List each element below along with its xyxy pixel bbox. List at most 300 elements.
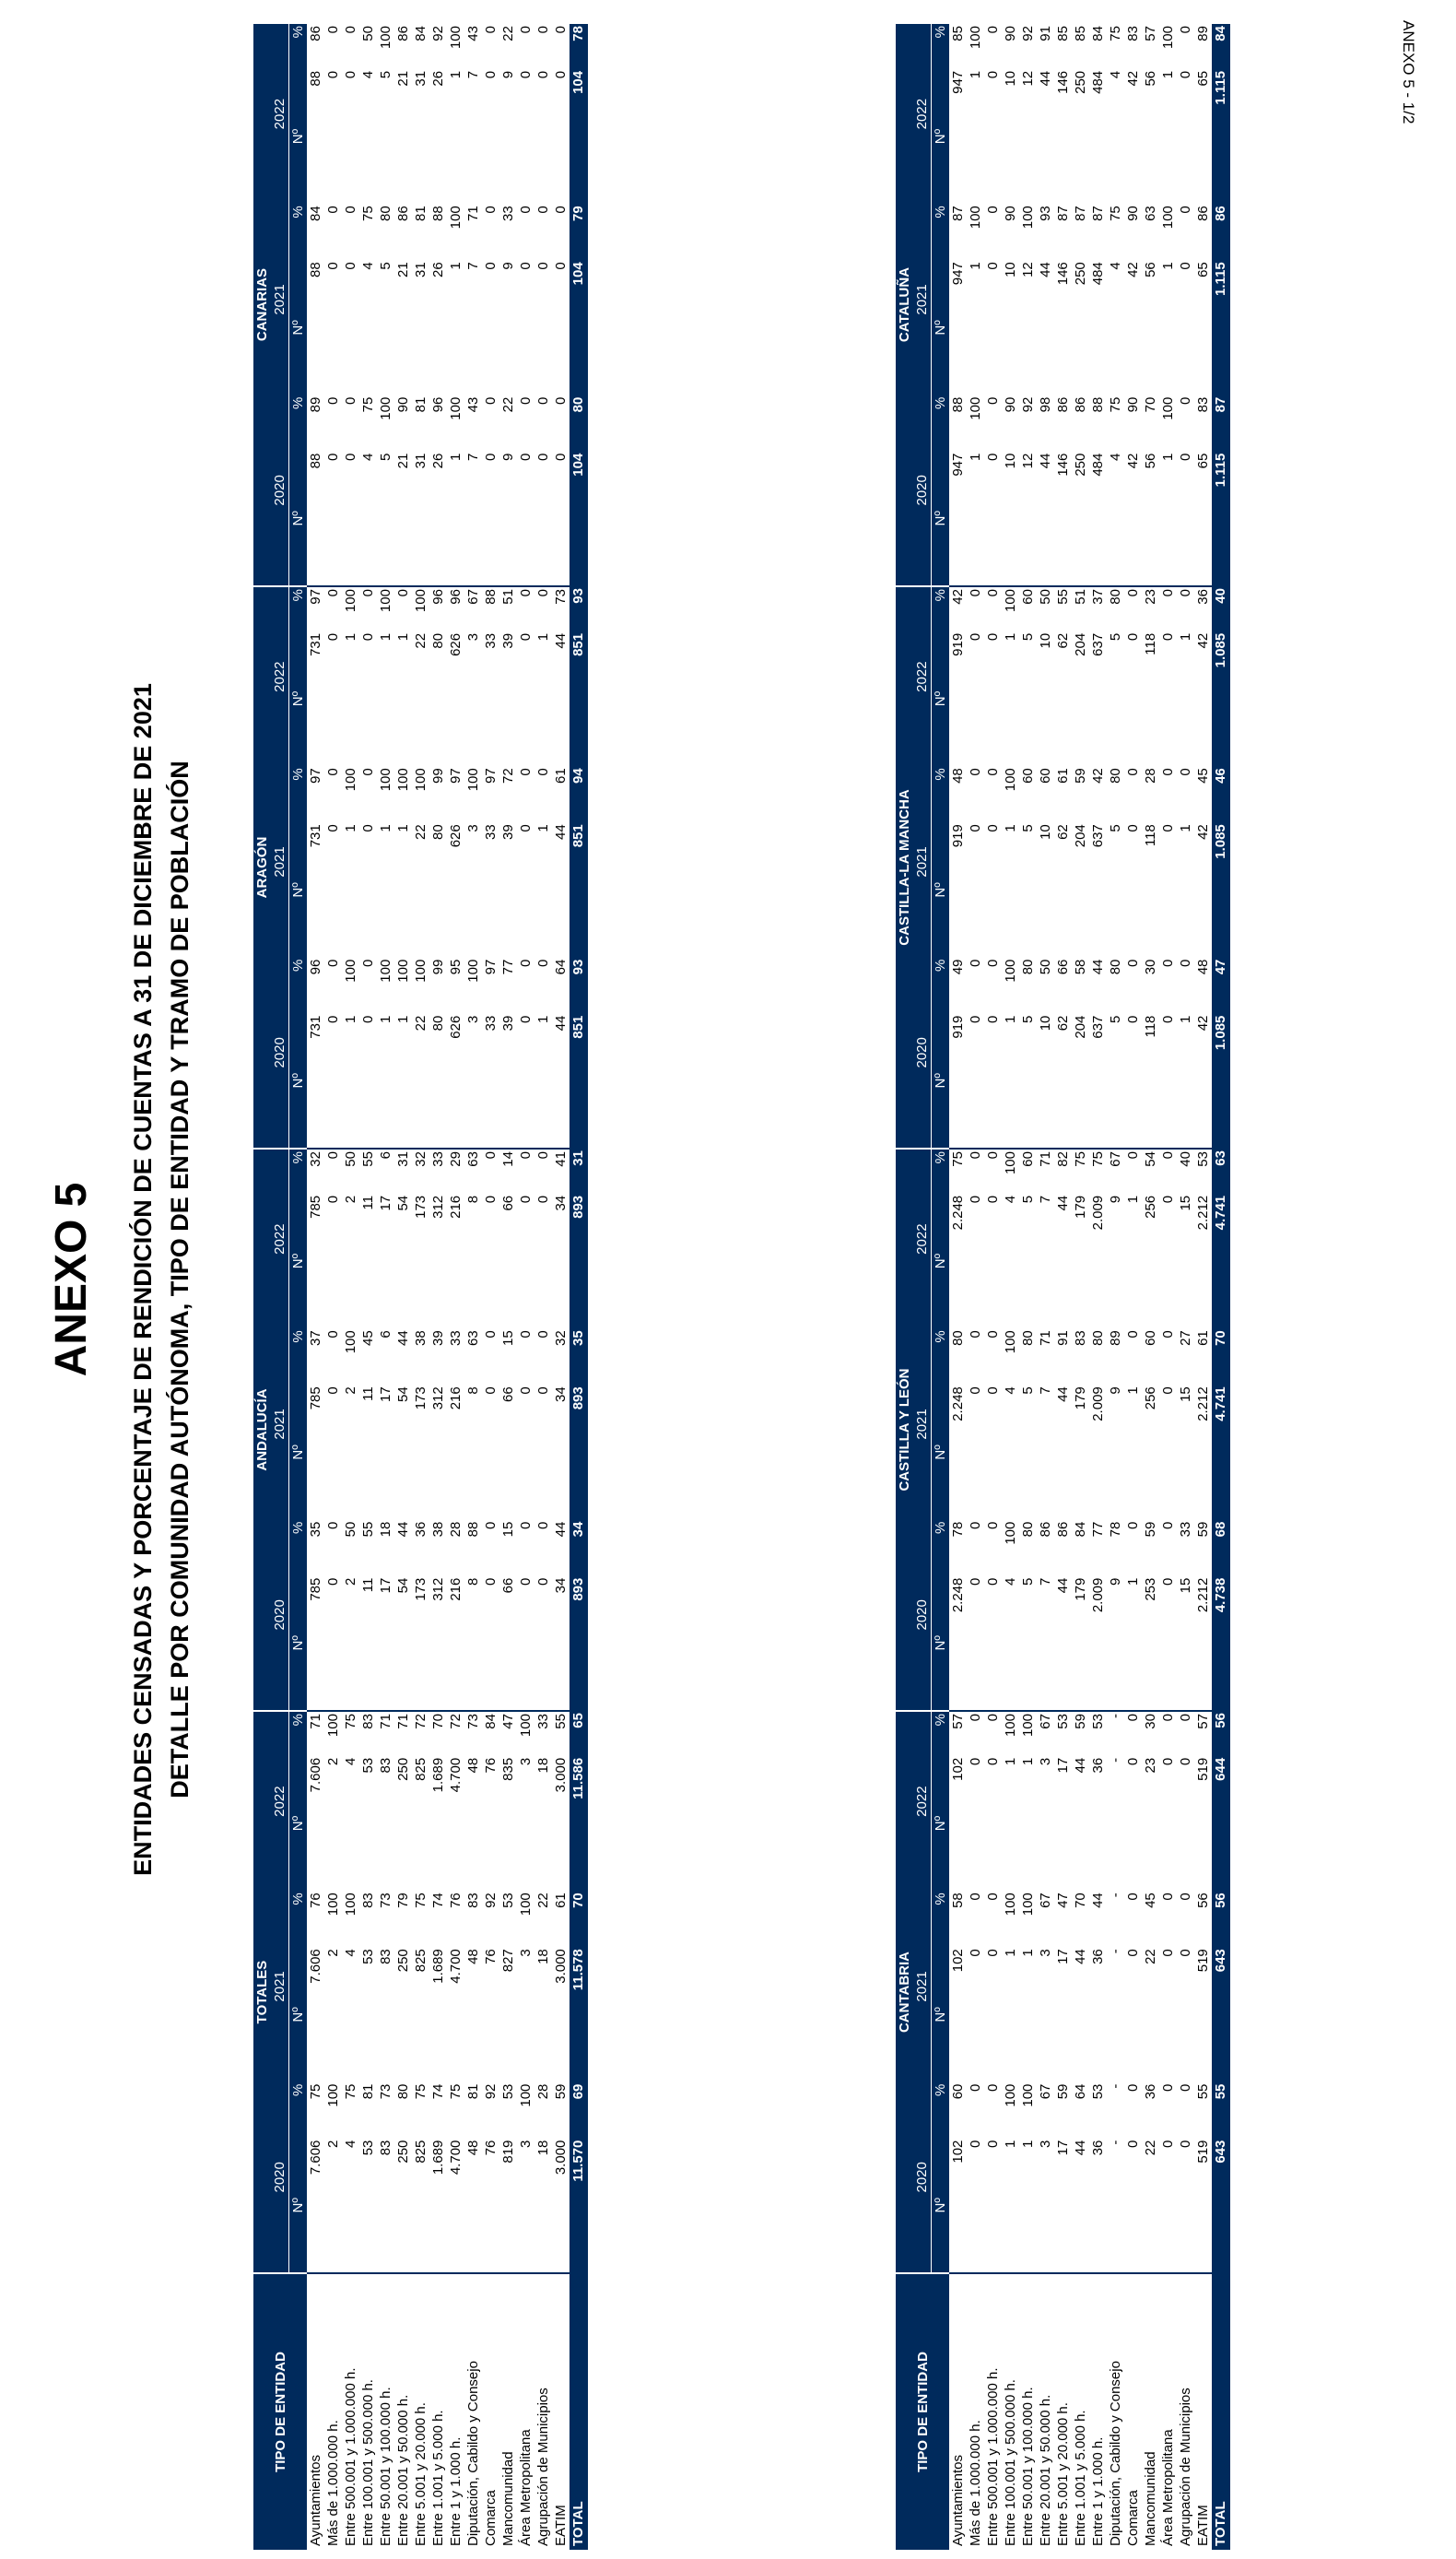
- data-cell: 83: [378, 1949, 393, 1964]
- data-cell: 78: [1108, 1521, 1123, 1538]
- data-cell: 1: [1159, 452, 1177, 586]
- data-cell: 0: [1178, 2083, 1193, 2092]
- data-cell: 82: [1055, 1151, 1071, 1167]
- data-cell: 99: [430, 768, 446, 784]
- data-cell: 0: [360, 589, 376, 597]
- number-column-header: Nº: [932, 1947, 950, 2081]
- total-cell: 893: [569, 1576, 588, 1711]
- data-cell: 80: [395, 2083, 411, 2100]
- percent-column-header: %: [932, 766, 950, 822]
- data-cell: 3: [464, 1014, 482, 1149]
- data-cell: 100: [343, 1330, 358, 1354]
- data-cell: 44: [1037, 452, 1054, 586]
- data-cell: 53: [1090, 2083, 1106, 2100]
- data-cell: 100: [968, 396, 983, 420]
- data-cell: 54: [394, 1576, 412, 1711]
- data-cell: 3: [517, 2139, 534, 2273]
- data-cell: 100: [1003, 1151, 1018, 1175]
- annex-subtitle-detail: DETALLE POR COMUNIDAD AUTÓNOMA, TIPO DE ENTIDAD Y TRAMO DE POBLACIÓN: [166, 761, 194, 1798]
- data-cell: 14: [500, 1151, 516, 1167]
- data-cell: 80: [378, 206, 393, 221]
- data-cell: 2: [343, 1195, 358, 1204]
- data-cell: 0: [518, 632, 534, 642]
- data-cell: 0: [985, 1521, 1001, 1529]
- data-cell: 42: [1194, 1014, 1212, 1149]
- data-cell: 62: [1054, 1014, 1072, 1149]
- data-cell: 89: [1108, 1330, 1123, 1346]
- data-cell: 71: [395, 1714, 411, 1729]
- data-cell: 3: [518, 1757, 534, 1766]
- data-cell: 23: [1143, 1757, 1158, 1774]
- data-cell: 0: [517, 452, 534, 586]
- data-cell: 97: [448, 768, 464, 784]
- year-header: 2022: [913, 1711, 932, 1891]
- data-cell: 0: [968, 1386, 983, 1395]
- data-cell: 785: [307, 1576, 324, 1711]
- table-row: [1037, 24, 1054, 2550]
- data-cell: 5: [1020, 1195, 1036, 1204]
- entity-type-label: Entre 5.001 y 20.000 h.: [413, 2402, 429, 2546]
- data-cell: 35: [308, 1521, 323, 1538]
- data-cell: 2.009: [1089, 1576, 1107, 1711]
- data-cell: 83: [1073, 1330, 1088, 1346]
- data-cell: 0: [342, 452, 359, 586]
- data-cell: 100: [968, 26, 983, 50]
- data-cell: 100: [518, 2083, 534, 2107]
- table-row: [412, 24, 429, 2550]
- entity-type-label: Agrupación de Municipios: [535, 2388, 551, 2546]
- data-cell: 75: [1090, 1151, 1106, 1167]
- entity-type-label: Agrupación de Municipios: [1178, 2388, 1193, 2546]
- data-cell: 88: [430, 206, 446, 221]
- year-header: 2021: [913, 766, 932, 957]
- data-cell: 0: [984, 1576, 1002, 1711]
- entity-type-label: Área Metropolitana: [518, 2429, 534, 2546]
- data-cell: 48: [465, 1949, 481, 1964]
- data-cell: 50: [343, 1151, 358, 1167]
- table-row: [394, 24, 412, 2550]
- data-cell: 0: [1160, 2083, 1176, 2092]
- percent-column-header: %: [932, 2082, 950, 2139]
- data-cell: 86: [395, 206, 411, 221]
- data-cell: 8: [464, 1576, 482, 1711]
- data-cell: 15: [1178, 1386, 1193, 1402]
- data-cell: 312: [430, 1195, 446, 1219]
- region-header: CASTILLA-LA MANCHA: [896, 586, 913, 1149]
- table-row: [377, 24, 394, 2550]
- data-cell: 44: [553, 824, 569, 840]
- data-cell: 42: [1090, 768, 1106, 784]
- type-of-entity-header: TIPO DE ENTIDAD: [253, 2273, 307, 2550]
- data-cell: 4: [1003, 1386, 1018, 1395]
- data-cell: 250: [394, 2139, 412, 2273]
- data-cell: 4.700: [447, 2139, 464, 2273]
- data-cell: 75: [343, 1714, 358, 1729]
- data-cell: 96: [448, 589, 464, 605]
- data-cell: 0: [1125, 1151, 1141, 1160]
- data-cell: 73: [465, 1714, 481, 1729]
- data-cell: 0: [325, 1195, 341, 1204]
- data-cell: 519: [1195, 1757, 1211, 1781]
- data-cell: 4: [1002, 1576, 1019, 1711]
- entity-type-label: Entre 100.001 y 500.000 h.: [1003, 2379, 1018, 2546]
- data-cell: 0: [985, 1714, 1001, 1722]
- census-table-bottom: [896, 24, 1230, 2550]
- data-cell: 32: [553, 1330, 569, 1346]
- data-cell: 0: [482, 1576, 499, 1711]
- percent-column-header: %: [289, 395, 308, 452]
- data-cell: 53: [1090, 1714, 1106, 1729]
- number-column-header: Nº: [932, 260, 950, 395]
- data-cell: 0: [534, 1576, 552, 1711]
- data-cell: 100: [1020, 1714, 1036, 1738]
- data-cell: 250: [395, 1949, 411, 1973]
- data-cell: 1: [395, 632, 411, 642]
- data-cell: 72: [413, 1714, 429, 1729]
- data-cell: 31: [412, 452, 429, 586]
- total-cell: 1.115: [1212, 452, 1230, 586]
- data-cell: 0: [325, 959, 341, 967]
- data-cell: 33: [1178, 1521, 1193, 1538]
- data-cell: 10: [1003, 70, 1018, 87]
- number-column-header: Nº: [289, 1194, 308, 1328]
- data-cell: 78: [950, 1521, 966, 1538]
- data-cell: 67: [1038, 2083, 1053, 2100]
- data-cell: 86: [1038, 1521, 1053, 1538]
- data-cell: 71: [1038, 1151, 1053, 1167]
- data-cell: 90: [1003, 26, 1018, 41]
- data-cell: 0: [483, 1386, 499, 1395]
- data-cell: 70: [1073, 1893, 1088, 1908]
- data-cell: 39: [499, 1014, 517, 1149]
- percent-column-header: %: [289, 1328, 308, 1385]
- data-cell: 41: [553, 1151, 569, 1167]
- data-cell: 83: [377, 2139, 394, 2273]
- data-cell: 1: [378, 824, 393, 832]
- data-cell: 0: [1178, 396, 1193, 405]
- data-cell: 2: [342, 1576, 359, 1711]
- data-cell: 2.248: [949, 1576, 967, 1711]
- data-cell: 44: [1090, 1893, 1106, 1908]
- data-cell: 100: [343, 768, 358, 792]
- data-cell: 55: [1055, 589, 1071, 605]
- data-cell: 87: [1090, 206, 1106, 221]
- data-cell: 48: [1195, 959, 1211, 975]
- total-cell: 644: [1212, 1756, 1230, 1891]
- entity-type-label: Área Metropolitana: [1160, 2429, 1176, 2546]
- data-cell: 84: [1090, 26, 1106, 41]
- data-cell: 81: [360, 2083, 376, 2100]
- annex-title: ANEXO 5: [47, 1182, 96, 1377]
- data-cell: 77: [500, 959, 516, 975]
- data-cell: 56: [1142, 452, 1159, 586]
- data-cell: 100: [378, 26, 393, 50]
- number-column-header: Nº: [932, 1194, 950, 1328]
- total-cell: 1.085: [1212, 1014, 1230, 1149]
- data-cell: 91: [1055, 1330, 1071, 1346]
- entity-type-label: Mancomunidad: [1143, 2451, 1158, 2546]
- data-cell: 34: [553, 1195, 569, 1211]
- total-cell: 93: [569, 958, 588, 1014]
- data-cell: 50: [360, 26, 376, 41]
- data-cell: 1: [1178, 824, 1193, 832]
- data-cell: 58: [950, 1893, 966, 1908]
- data-cell: 0: [1125, 824, 1141, 832]
- data-cell: 7: [1038, 1386, 1053, 1395]
- data-cell: 0: [1160, 1757, 1176, 1766]
- entity-type-label: Entre 500.001 y 1.000.000 h.: [343, 2367, 358, 2546]
- number-column-header: Nº: [932, 822, 950, 957]
- data-cell: 0: [553, 262, 569, 270]
- data-cell: 0: [395, 589, 411, 597]
- data-cell: 253: [1142, 1576, 1159, 1711]
- data-cell: 173: [413, 1195, 429, 1219]
- data-cell: 22: [1143, 1949, 1158, 1964]
- data-cell: 1: [377, 1014, 394, 1149]
- data-cell: 0: [360, 632, 376, 642]
- data-cell: 4: [343, 1757, 358, 1766]
- total-cell: 70: [1212, 1328, 1230, 1385]
- data-cell: 33: [483, 632, 499, 649]
- data-cell: 0: [325, 26, 341, 34]
- data-cell: 0: [535, 1151, 551, 1160]
- data-cell: 92: [483, 2083, 499, 2100]
- data-cell: 57: [1143, 26, 1158, 41]
- table-row: [447, 24, 464, 2550]
- data-cell: 73: [553, 589, 569, 605]
- year-header: 2020: [271, 1520, 289, 1711]
- data-cell: 1: [378, 632, 393, 642]
- total-cell: 104: [569, 69, 588, 204]
- data-cell: 47: [1055, 1893, 1071, 1908]
- data-cell: 47: [500, 1714, 516, 1729]
- data-cell: 0: [325, 1330, 341, 1338]
- data-cell: 118: [1142, 1014, 1159, 1149]
- data-cell: 50: [343, 1521, 358, 1538]
- data-cell: 0: [1177, 2139, 1194, 2273]
- data-cell: 88: [308, 262, 323, 277]
- year-header: 2021: [913, 204, 932, 395]
- data-cell: 9: [499, 452, 517, 586]
- data-cell: 1: [534, 1014, 552, 1149]
- data-cell: 96: [430, 589, 446, 605]
- percent-column-header: %: [932, 1149, 950, 1194]
- table-row: [984, 24, 1002, 2550]
- data-cell: 44: [1073, 1949, 1088, 1964]
- data-cell: 0: [1159, 2139, 1177, 2273]
- table-row: [482, 24, 499, 2550]
- data-cell: 1: [1002, 1014, 1019, 1149]
- data-cell: 118: [1143, 824, 1158, 847]
- data-cell: 0: [483, 1330, 499, 1338]
- data-cell: 0: [1159, 1014, 1177, 1149]
- data-cell: 3.000: [553, 1949, 569, 1984]
- data-cell: 3: [1038, 1949, 1053, 1957]
- data-cell: 81: [413, 396, 429, 413]
- table-row: [949, 24, 967, 2550]
- data-cell: 100: [1160, 206, 1176, 230]
- data-cell: 86: [395, 26, 411, 41]
- total-cell: 87: [1212, 395, 1230, 452]
- data-cell: 22: [1142, 2139, 1159, 2273]
- total-cell: 63: [1212, 1149, 1230, 1194]
- data-cell: -: [1108, 1893, 1123, 1898]
- data-cell: 173: [412, 1576, 429, 1711]
- data-cell: 2.212: [1195, 1386, 1211, 1421]
- total-cell: 851: [569, 631, 588, 766]
- data-cell: 0: [325, 396, 341, 406]
- data-cell: 312: [430, 1386, 446, 1410]
- total-cell: 11.586: [569, 1756, 588, 1891]
- data-cell: 0: [968, 2083, 983, 2092]
- data-cell: 55: [1195, 2083, 1211, 2100]
- data-cell: 83: [465, 1893, 481, 1908]
- table-row: [1124, 24, 1142, 2550]
- data-cell: 80: [1108, 589, 1123, 605]
- number-column-header: Nº: [932, 1385, 950, 1519]
- data-cell: 61: [1195, 1330, 1211, 1346]
- data-cell: 97: [308, 589, 323, 605]
- data-cell: 626: [447, 1014, 464, 1149]
- data-cell: 0: [517, 1014, 534, 1149]
- data-cell: 0: [1160, 589, 1176, 597]
- census-table-top: [253, 24, 588, 2550]
- data-cell: 0: [1160, 1330, 1176, 1338]
- data-cell: 0: [1178, 589, 1193, 597]
- data-cell: 31: [413, 70, 429, 87]
- data-cell: 18: [378, 1521, 393, 1538]
- data-cell: 36: [413, 1521, 429, 1538]
- data-cell: 947: [949, 452, 967, 586]
- data-cell: 2.009: [1090, 1195, 1106, 1231]
- data-cell: 100: [448, 396, 464, 420]
- data-cell: 0: [1160, 1949, 1176, 1957]
- data-cell: 44: [395, 1521, 411, 1538]
- data-cell: 48: [465, 1757, 481, 1774]
- data-cell: 53: [1055, 1714, 1071, 1729]
- data-cell: 0: [325, 1151, 341, 1160]
- data-cell: 17: [378, 1386, 393, 1402]
- data-cell: 0: [984, 452, 1002, 586]
- total-cell: 31: [569, 1149, 588, 1194]
- data-cell: 0: [325, 768, 341, 776]
- data-cell: 4: [343, 1949, 358, 1957]
- total-cell: 84: [1212, 24, 1230, 69]
- data-cell: 0: [985, 824, 1001, 832]
- table-row: [552, 24, 569, 2550]
- data-cell: 0: [343, 262, 358, 270]
- data-cell: 100: [413, 589, 429, 613]
- table-row: [1072, 24, 1089, 2550]
- entity-type-label: Entre 20.001 y 50.000 h.: [1038, 2394, 1053, 2546]
- data-cell: 0: [359, 1014, 377, 1149]
- data-cell: 0: [1125, 1949, 1141, 1957]
- data-cell: 0: [535, 262, 551, 270]
- table-row: [1054, 24, 1072, 2550]
- data-cell: 86: [308, 26, 323, 41]
- data-cell: 9: [1108, 1386, 1123, 1395]
- data-cell: 50: [1038, 959, 1053, 975]
- data-cell: 75: [448, 2083, 464, 2100]
- data-cell: 0: [535, 26, 551, 34]
- data-cell: 1: [968, 70, 983, 79]
- data-cell: 146: [1055, 70, 1071, 94]
- data-cell: 100: [1003, 589, 1018, 613]
- data-cell: 0: [968, 1330, 983, 1338]
- data-cell: 75: [360, 206, 376, 221]
- data-cell: 59: [1195, 1521, 1211, 1538]
- data-cell: 0: [1160, 824, 1176, 832]
- data-cell: 0: [1178, 1757, 1193, 1766]
- data-cell: 43: [465, 26, 481, 41]
- data-cell: 66: [1055, 959, 1071, 975]
- data-cell: 0: [518, 26, 534, 34]
- year-header: 2022: [913, 1149, 932, 1328]
- data-cell: 204: [1072, 1014, 1089, 1149]
- data-cell: 59: [1143, 1521, 1158, 1538]
- data-cell: 484: [1089, 452, 1107, 586]
- percent-column-header: %: [932, 24, 950, 69]
- data-cell: 2: [325, 1757, 341, 1766]
- entity-type-label: Diputación, Cabildo y Consejo: [465, 2361, 481, 2546]
- entity-type-label: Ayuntamientos: [950, 2455, 966, 2546]
- data-cell: 56: [1143, 70, 1158, 87]
- data-cell: 5: [1019, 1576, 1037, 1711]
- data-cell: 0: [343, 26, 358, 34]
- data-cell: 100: [1160, 26, 1176, 50]
- data-cell: 40: [1178, 1151, 1193, 1167]
- data-cell: 0: [985, 396, 1001, 405]
- data-cell: 3: [1037, 2139, 1054, 2273]
- data-cell: 88: [1090, 396, 1106, 413]
- table-row: [324, 24, 342, 2550]
- data-cell: 7: [464, 452, 482, 586]
- data-cell: 0: [552, 452, 569, 586]
- data-cell: 0: [968, 1195, 983, 1204]
- number-column-header: Nº: [289, 1576, 308, 1711]
- table-row: [499, 24, 517, 2550]
- data-cell: 90: [395, 396, 411, 413]
- table-row: [1177, 24, 1194, 2550]
- percent-column-header: %: [289, 1891, 308, 1947]
- data-cell: 84: [1073, 1521, 1088, 1538]
- data-cell: 8: [465, 1386, 481, 1395]
- percent-column-header: %: [932, 1711, 950, 1756]
- data-cell: 100: [378, 396, 393, 420]
- total-cell: 4.741: [1212, 1385, 1230, 1519]
- table-row: [342, 24, 359, 2550]
- data-cell: 34: [553, 1386, 569, 1402]
- data-cell: 1: [1003, 824, 1018, 832]
- entity-type-label: Ayuntamientos: [308, 2455, 323, 2546]
- total-cell: 851: [569, 822, 588, 957]
- total-cell: 1.085: [1212, 822, 1230, 957]
- data-cell: 0: [1178, 959, 1193, 967]
- data-cell: 2.248: [950, 1195, 966, 1231]
- region-header: ANDALUCÍA: [253, 1149, 271, 1711]
- data-cell: 947: [950, 70, 966, 94]
- data-cell: 71: [378, 1714, 393, 1729]
- total-cell: 893: [569, 1194, 588, 1328]
- data-cell: 28: [535, 2083, 551, 2100]
- data-cell: 88: [483, 589, 499, 605]
- region-header: CASTILLA Y LEÓN: [896, 1149, 913, 1711]
- data-cell: 0: [518, 589, 534, 597]
- total-cell: 47: [1212, 958, 1230, 1014]
- number-column-header: Nº: [289, 1947, 308, 2081]
- data-cell: 11: [360, 1386, 376, 1401]
- data-cell: 55: [360, 1151, 376, 1167]
